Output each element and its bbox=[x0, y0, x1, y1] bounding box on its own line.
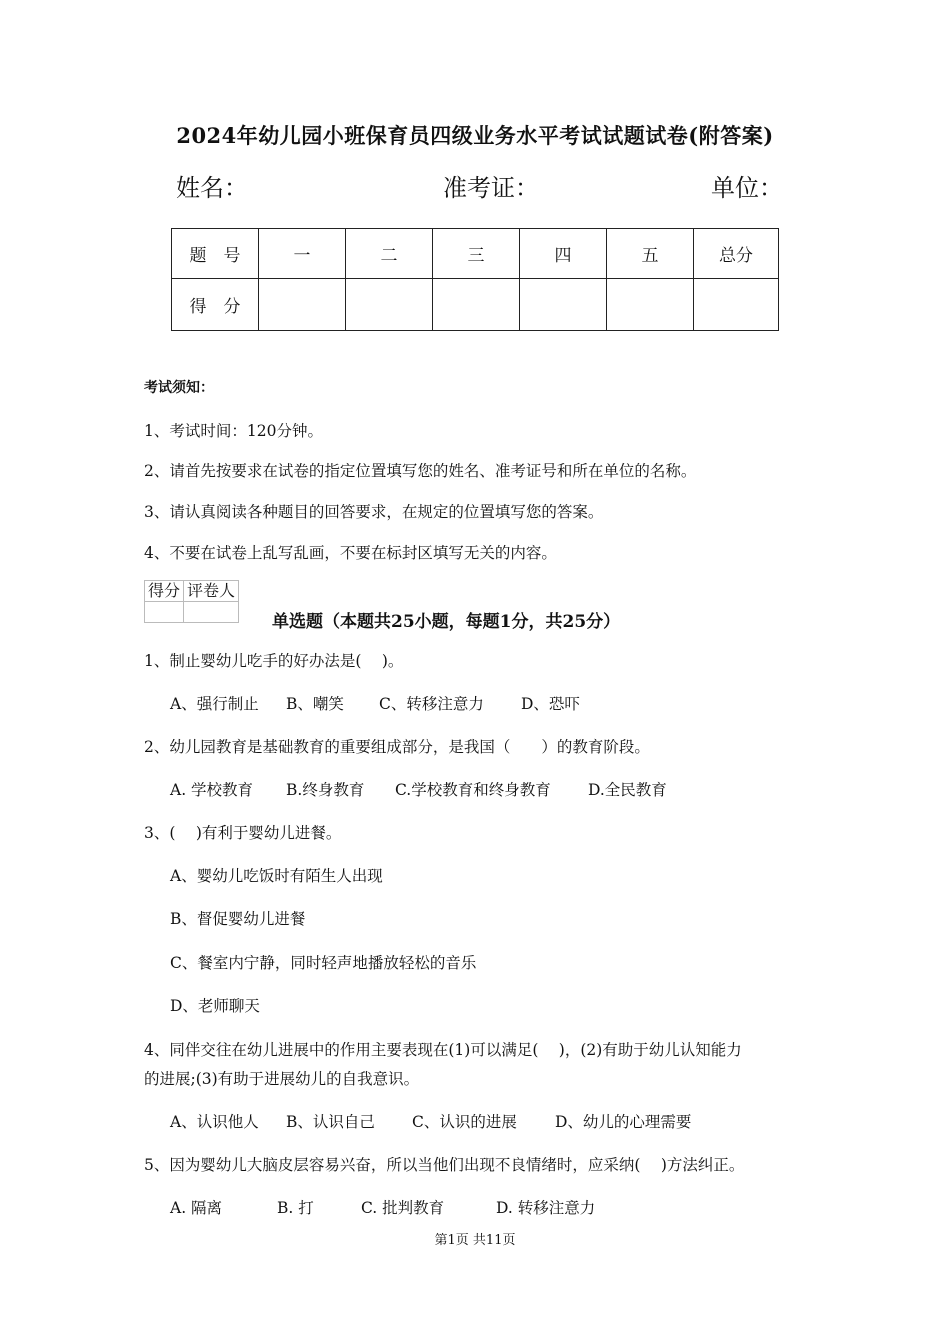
option[interactable]: C.学校教育和终身教育 bbox=[395, 781, 551, 799]
question-options bbox=[170, 778, 667, 800]
option[interactable]: C. 批判教育 bbox=[361, 1199, 445, 1217]
question-stem: 3、( )有利于婴幼儿进餐。 bbox=[144, 824, 342, 842]
score-table-header-cell: 三 bbox=[433, 229, 520, 279]
option[interactable]: D、幼儿的心理需要 bbox=[555, 1113, 692, 1131]
question-stem-continued: 的进展;(3)有助于进展幼儿的自我意识。 bbox=[144, 1070, 420, 1088]
notice-item: 1、考试时间：120分钟。 bbox=[144, 422, 323, 440]
option[interactable]: C、转移注意力 bbox=[379, 695, 484, 713]
notice-item: 3、请认真阅读各种题目的回答要求，在规定的位置填写您的答案。 bbox=[144, 503, 604, 521]
score-table-header-cell: 题 号 bbox=[172, 229, 259, 279]
grader-box-grader-cell[interactable] bbox=[184, 602, 239, 623]
option[interactable]: D、恐吓 bbox=[521, 695, 580, 713]
option[interactable]: A、婴幼儿吃饭时有陌生人出现 bbox=[170, 867, 383, 885]
option[interactable]: A. 学校教育 bbox=[170, 781, 254, 799]
notice-item: 2、请首先按要求在试卷的指定位置填写您的姓名、准考证号和所在单位的名称。 bbox=[144, 462, 697, 480]
option[interactable]: B、认识自己 bbox=[286, 1113, 375, 1131]
grader-box bbox=[144, 580, 239, 623]
score-table-header-cell: 四 bbox=[520, 229, 607, 279]
score-table-header-cell: 二 bbox=[346, 229, 433, 279]
score-row-label: 得 分 bbox=[172, 279, 259, 331]
question-options bbox=[170, 1196, 595, 1218]
exam-number-field-label: 准考证： bbox=[443, 174, 539, 202]
option[interactable]: B、督促婴幼儿进餐 bbox=[170, 910, 306, 928]
option[interactable]: A. 隔离 bbox=[170, 1199, 223, 1217]
page-footer: 第1页 共11页 bbox=[434, 1233, 516, 1248]
question-stem: 1、制止婴幼儿吃手的好办法是( )。 bbox=[144, 652, 404, 670]
score-table-header-cell: 一 bbox=[259, 229, 346, 279]
option[interactable]: C、餐室内宁静，同时轻声地播放轻松的音乐 bbox=[170, 954, 477, 972]
question-stem: 5、因为婴幼儿大脑皮层容易兴奋，所以当他们出现不良情绪时，应采纳( )方法纠正。 bbox=[144, 1156, 745, 1174]
score-cell[interactable] bbox=[433, 279, 520, 331]
score-cell[interactable] bbox=[259, 279, 346, 331]
score-table-header-cell: 总分 bbox=[694, 229, 779, 279]
score-cell[interactable] bbox=[607, 279, 694, 331]
score-table-header-cell: 五 bbox=[607, 229, 694, 279]
option[interactable]: A、认识他人 bbox=[170, 1113, 259, 1131]
option[interactable]: B. 打 bbox=[277, 1199, 314, 1217]
score-cell[interactable] bbox=[520, 279, 607, 331]
option[interactable]: B、嘲笑 bbox=[286, 695, 344, 713]
option[interactable]: D. 转移注意力 bbox=[496, 1199, 596, 1217]
unit-field-label: 单位： bbox=[711, 174, 783, 202]
section-title: 单选题（本题共25小题，每题1分，共25分） bbox=[272, 612, 621, 632]
score-cell[interactable] bbox=[346, 279, 433, 331]
question-options bbox=[170, 1110, 691, 1132]
notice-heading: 考试须知： bbox=[144, 380, 214, 396]
option[interactable]: D.全民教育 bbox=[588, 781, 667, 799]
option[interactable]: A、强行制止 bbox=[170, 695, 259, 713]
option[interactable]: D、老师聊天 bbox=[170, 997, 260, 1015]
grader-box-score-label: 得分 bbox=[145, 581, 184, 602]
notice-item: 4、不要在试卷上乱写乱画，不要在标封区填写无关的内容。 bbox=[144, 544, 557, 562]
question-stem: 2、幼儿园教育是基础教育的重要组成部分，是我国（ ）的教育阶段。 bbox=[144, 738, 650, 756]
question-options bbox=[170, 692, 580, 714]
question-stem: 4、同伴交往在幼儿进展中的作用主要表现在(1)可以满足( )，(2)有助于幼儿认知能力 bbox=[144, 1041, 742, 1059]
grader-box-score-cell[interactable] bbox=[145, 602, 184, 623]
grader-box-grader-label: 评卷人 bbox=[184, 581, 239, 602]
document-title: 2024年幼儿园小班保育员四级业务水平考试试题试卷(附答案) bbox=[176, 123, 774, 148]
option[interactable]: B.终身教育 bbox=[286, 781, 365, 799]
score-table bbox=[171, 228, 779, 331]
option[interactable]: C、认识的进展 bbox=[412, 1113, 517, 1131]
name-field-label: 姓名： bbox=[176, 174, 248, 202]
score-cell[interactable] bbox=[694, 279, 779, 331]
